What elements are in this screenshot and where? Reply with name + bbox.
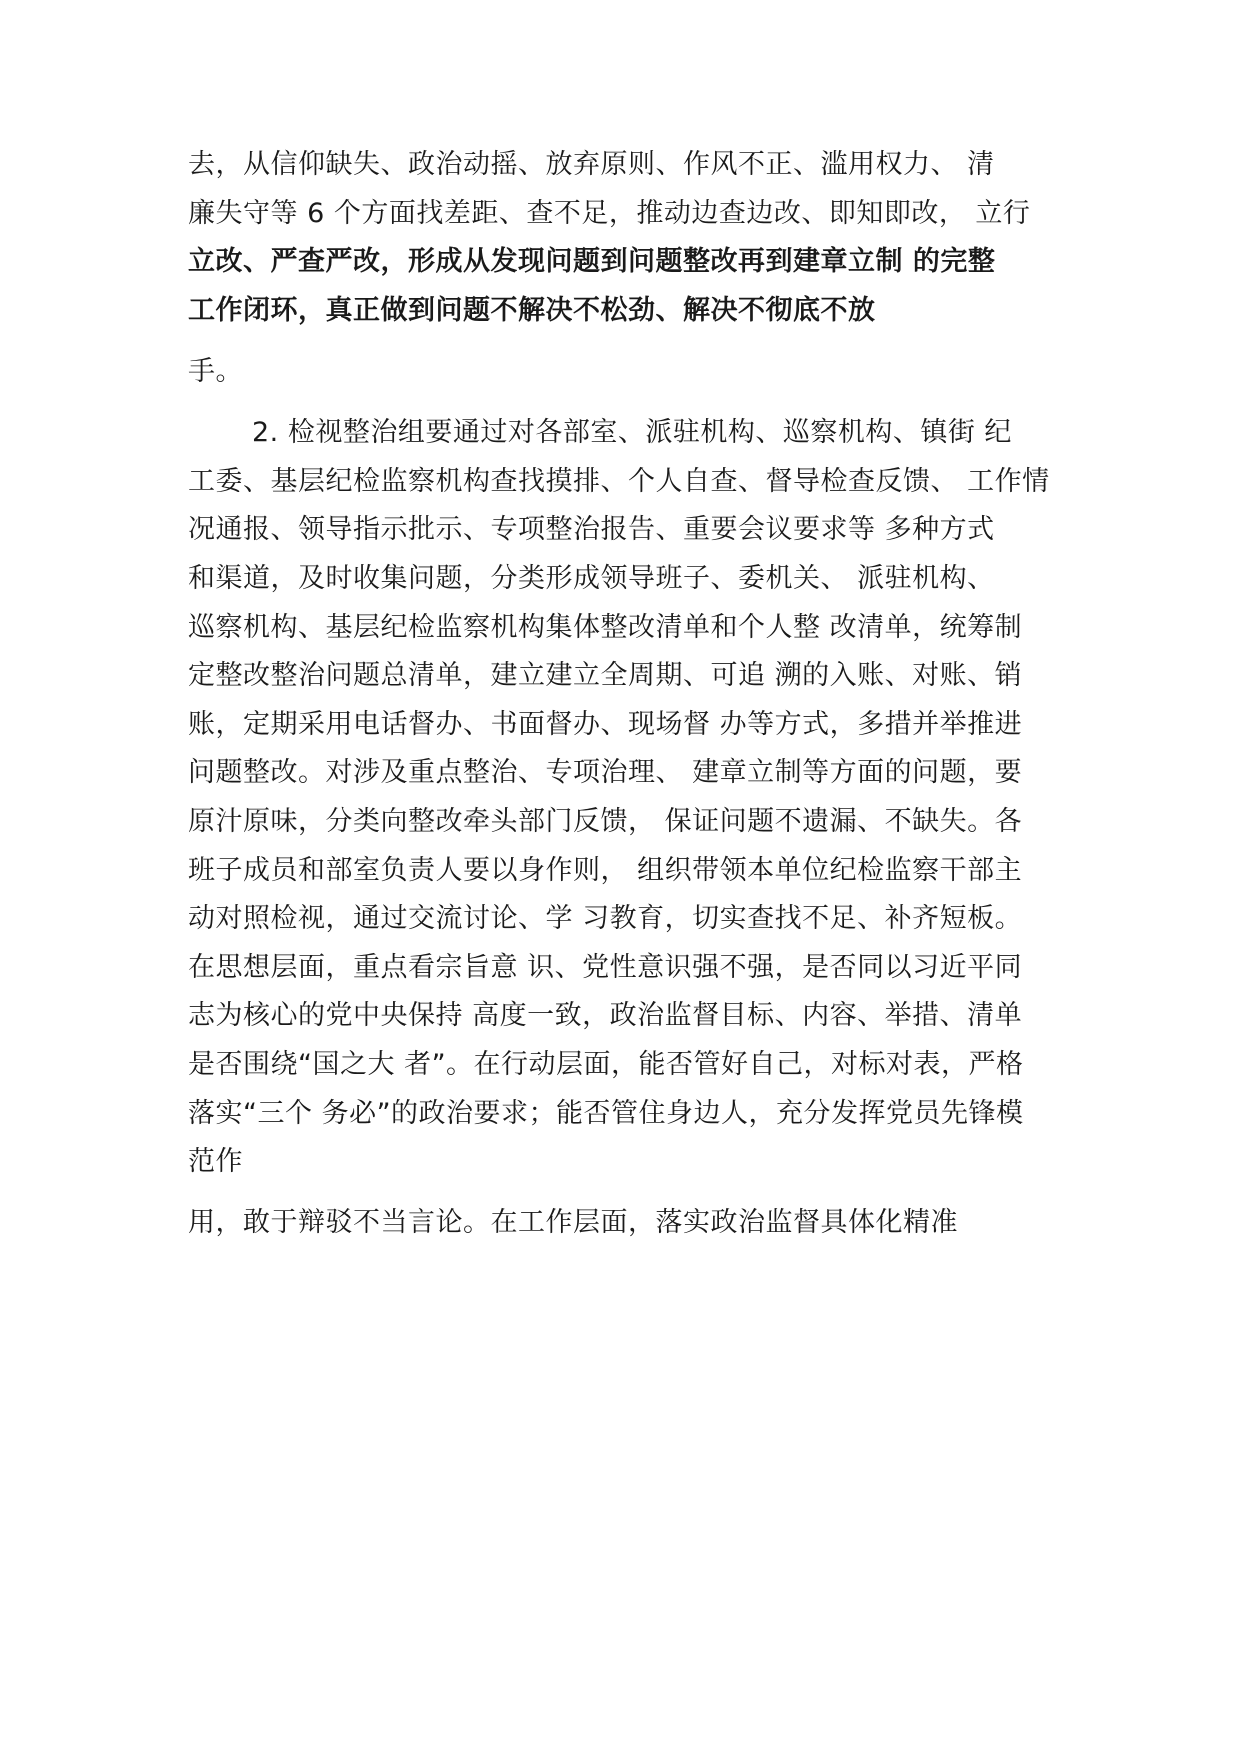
paragraph-2-line-16: 范作 [188, 1146, 243, 1177]
paragraph-2-line-11: 动对照检视，通过交流讨论、学 习教育，切实查找不足、补齐短板。 [188, 903, 1023, 934]
paragraph-1-line-1: 去，从信仰缺失、政治动摇、放弃原则、作风不正、滥用权力、 清 [188, 149, 995, 180]
paragraph-2-line-12: 在思想层面，重点看宗旨意 识、党性意识强不强，是否同以习近平同 [188, 952, 1023, 983]
paragraph-2-line-13: 志为核心的党中央保持 高度一致，政治监督目标、内容、举措、清单 [188, 1000, 1023, 1031]
paragraph-2-line-2: 工委、基层纪检监察机构查找摸排、个人自查、督导检查反馈、 工作情 [188, 466, 1050, 497]
paragraph-1-line-2: 廉失守等 6 个方面找差距、查不足，推动边查边改、即知即改， 立行 [188, 198, 1031, 229]
paragraph-2-line-9: 原汁原味，分类向整改牵头部门反馈， 保证问题不遗漏、不缺失。各 [188, 806, 1023, 837]
paragraph-1-line-4: 工作闭环，真正做到问题不解决不松劲、解决不彻底不放 [188, 295, 876, 326]
paragraph-2-line-8: 问题整改。对涉及重点整治、专项治理、 建章立制等方面的问题，要 [188, 757, 1023, 788]
paragraph-2-line-17: 用，敢于辩驳不当言论。在工作层面，落实政治监督具体化精准 [188, 1207, 958, 1238]
paragraph-1-line-5: 手。 [188, 356, 243, 387]
paragraph-2-line-5: 巡察机构、基层纪检监察机构集体整改清单和个人整 改清单，统筹制 [188, 612, 1023, 643]
paragraph-2-line-3: 况通报、领导指示批示、专项整治报告、重要会议要求等 多种方式 [188, 514, 995, 545]
paragraph-2-line-7: 账，定期采用电话督办、书面督办、现场督 办等方式，多措并举推进 [188, 709, 1023, 740]
paragraph-2-line-6: 定整改整治问题总清单，建立建立全周期、可追 溯的入账、对账、销 [188, 660, 1023, 691]
paragraph-2-line-4: 和渠道，及时收集问题，分类形成领导班子、委机关、 派驻机构、 [188, 563, 995, 594]
paragraph-2-line-10: 班子成员和部室负责人要以身作则， 组织带领本单位纪检监察干部主 [188, 855, 1023, 886]
paragraph-2-line-15: 落实“三个 务必”的政治要求；能否管住身边人，充分发挥党员先锋模 [188, 1098, 1024, 1129]
paragraph-1-line-3: 立改、严查严改，形成从发现问题到问题整改再到建章立制 的完整 [188, 246, 996, 277]
paragraph-2-line-14: 是否围绕“国之大 者”。在行动层面，能否管好自己，对标对表，严格 [188, 1049, 1024, 1080]
paragraph-2-line-1: 2. 检视整治组要通过对各部室、派驻机构、巡察机构、镇街 纪 [252, 417, 1012, 448]
